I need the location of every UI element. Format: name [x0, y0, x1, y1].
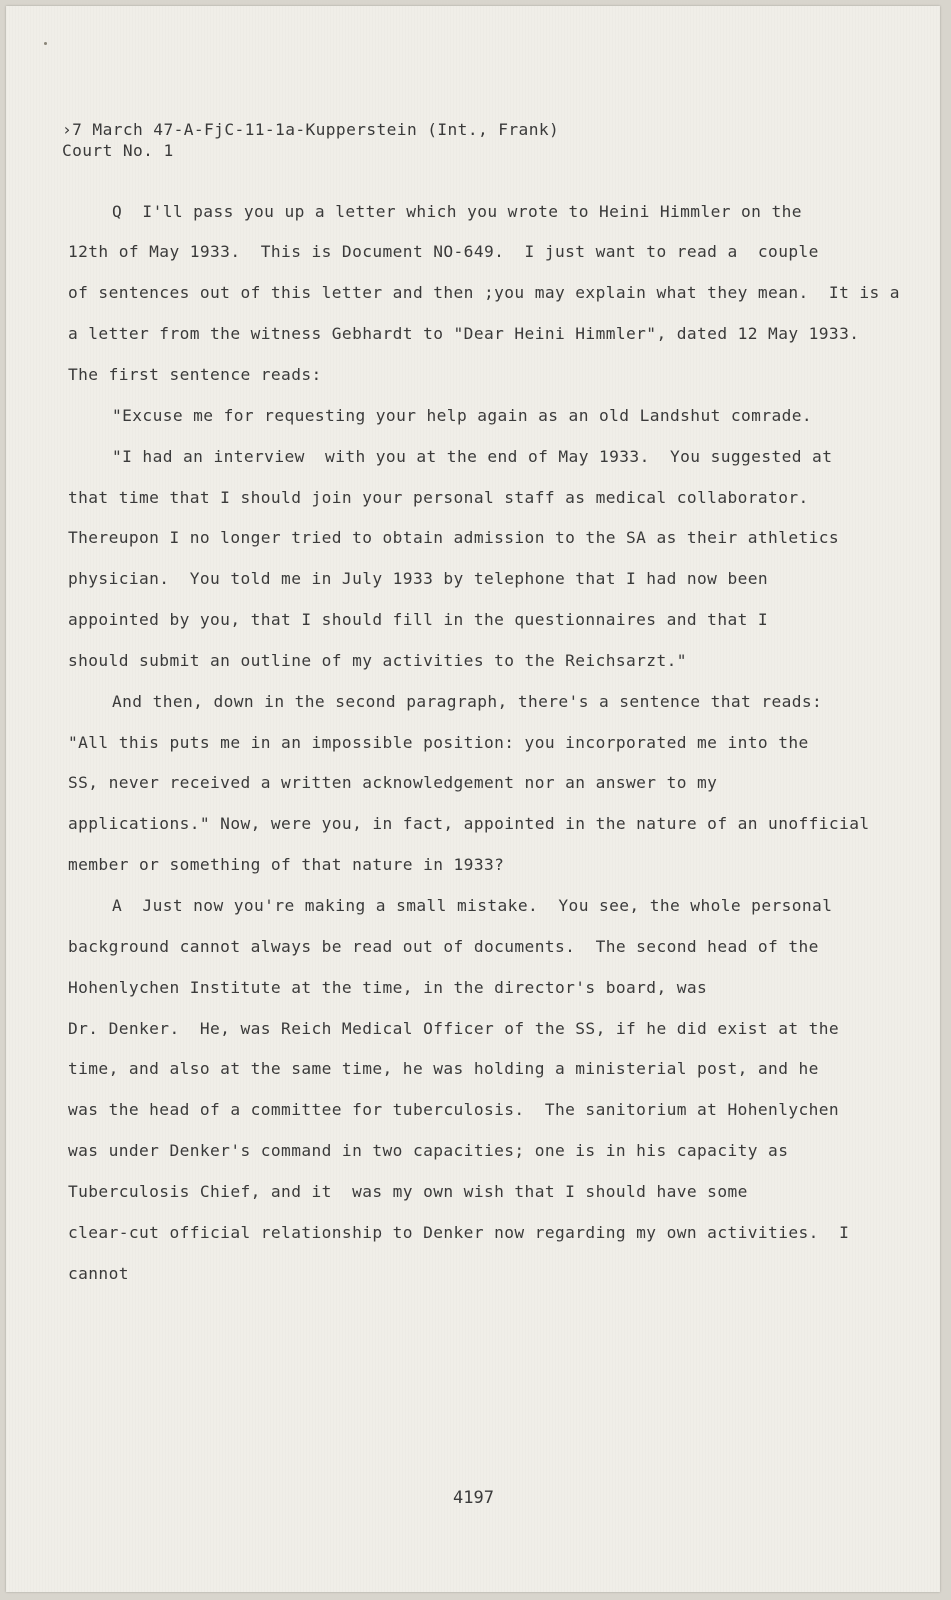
- body-line: "Excuse me for requesting your help again as an old Landshut comrade.: [112, 406, 813, 425]
- header-line-2: Court No. 1: [62, 141, 174, 160]
- body-line: Hohenlychen Institute at the time, in the director's board, was: [68, 978, 708, 997]
- body-line: member or something of that nature in 1933?: [68, 855, 505, 874]
- body-line: SS, never received a written acknowledgement nor an answer to my: [68, 773, 718, 792]
- body-line: applications." Now, were you, in fact, appointed in the nature of an unofficial: [68, 814, 870, 833]
- body-line: background cannot always be read out of documents. The second head of the: [68, 937, 819, 956]
- body-line: The first sentence reads:: [68, 365, 322, 384]
- body-line: 12th of May 1933. This is Document NO-649. I just want to read a couple: [68, 242, 819, 261]
- body-line: Dr. Denker. He, was Reich Medical Officer of the SS, if he did exist at the: [68, 1019, 840, 1038]
- body-line: cannot: [68, 1264, 129, 1283]
- body-line: "I had an interview with you at the end of May 1933. You suggested at: [112, 447, 833, 466]
- body-line: was the head of a committee for tuberculosis. The sanitorium at Hohenlychen: [68, 1100, 840, 1119]
- body-line: And then, down in the second paragraph, there's a sentence that reads:: [112, 692, 823, 711]
- page-number: 4197: [453, 1488, 494, 1508]
- paper-speck: [44, 42, 47, 45]
- body-line: Q I'll pass you up a letter which you wrote to Heini Himmler on the: [112, 202, 802, 221]
- document-page: [6, 6, 940, 1592]
- body-line: appointed by you, that I should fill in the questionnaires and that I: [68, 610, 769, 629]
- body-line: clear-cut official relationship to Denker now regarding my own activities. I: [68, 1223, 850, 1242]
- body-line: was under Denker's command in two capacities; one is in his capacity as: [68, 1141, 789, 1160]
- body-line: should submit an outline of my activities to the Reichsarzt.": [68, 651, 687, 670]
- body-line: Tuberculosis Chief, and it was my own wish that I should have some: [68, 1182, 748, 1201]
- body-line: that time that I should join your personal staff as medical collaborator.: [68, 488, 809, 507]
- body-line: "All this puts me in an impossible position: you incorporated me into the: [68, 733, 809, 752]
- body-line: time, and also at the same time, he was holding a ministerial post, and he: [68, 1059, 819, 1078]
- body-line: A Just now you're making a small mistake. You see, the whole personal: [112, 896, 833, 915]
- body-line: a letter from the witness Gebhardt to "Dear Heini Himmler", dated 12 May 1933.: [68, 324, 860, 343]
- body-line: physician. You told me in July 1933 by telephone that I had now been: [68, 569, 769, 588]
- body-line: Thereupon I no longer tried to obtain admission to the SA as their athletics: [68, 528, 840, 547]
- header-line-1: ›7 March 47-A-FjC-11-1a-Kupperstein (Int., Frank): [62, 120, 560, 139]
- body-line: of sentences out of this letter and then ;you may explain what they mean. It is a: [68, 283, 900, 302]
